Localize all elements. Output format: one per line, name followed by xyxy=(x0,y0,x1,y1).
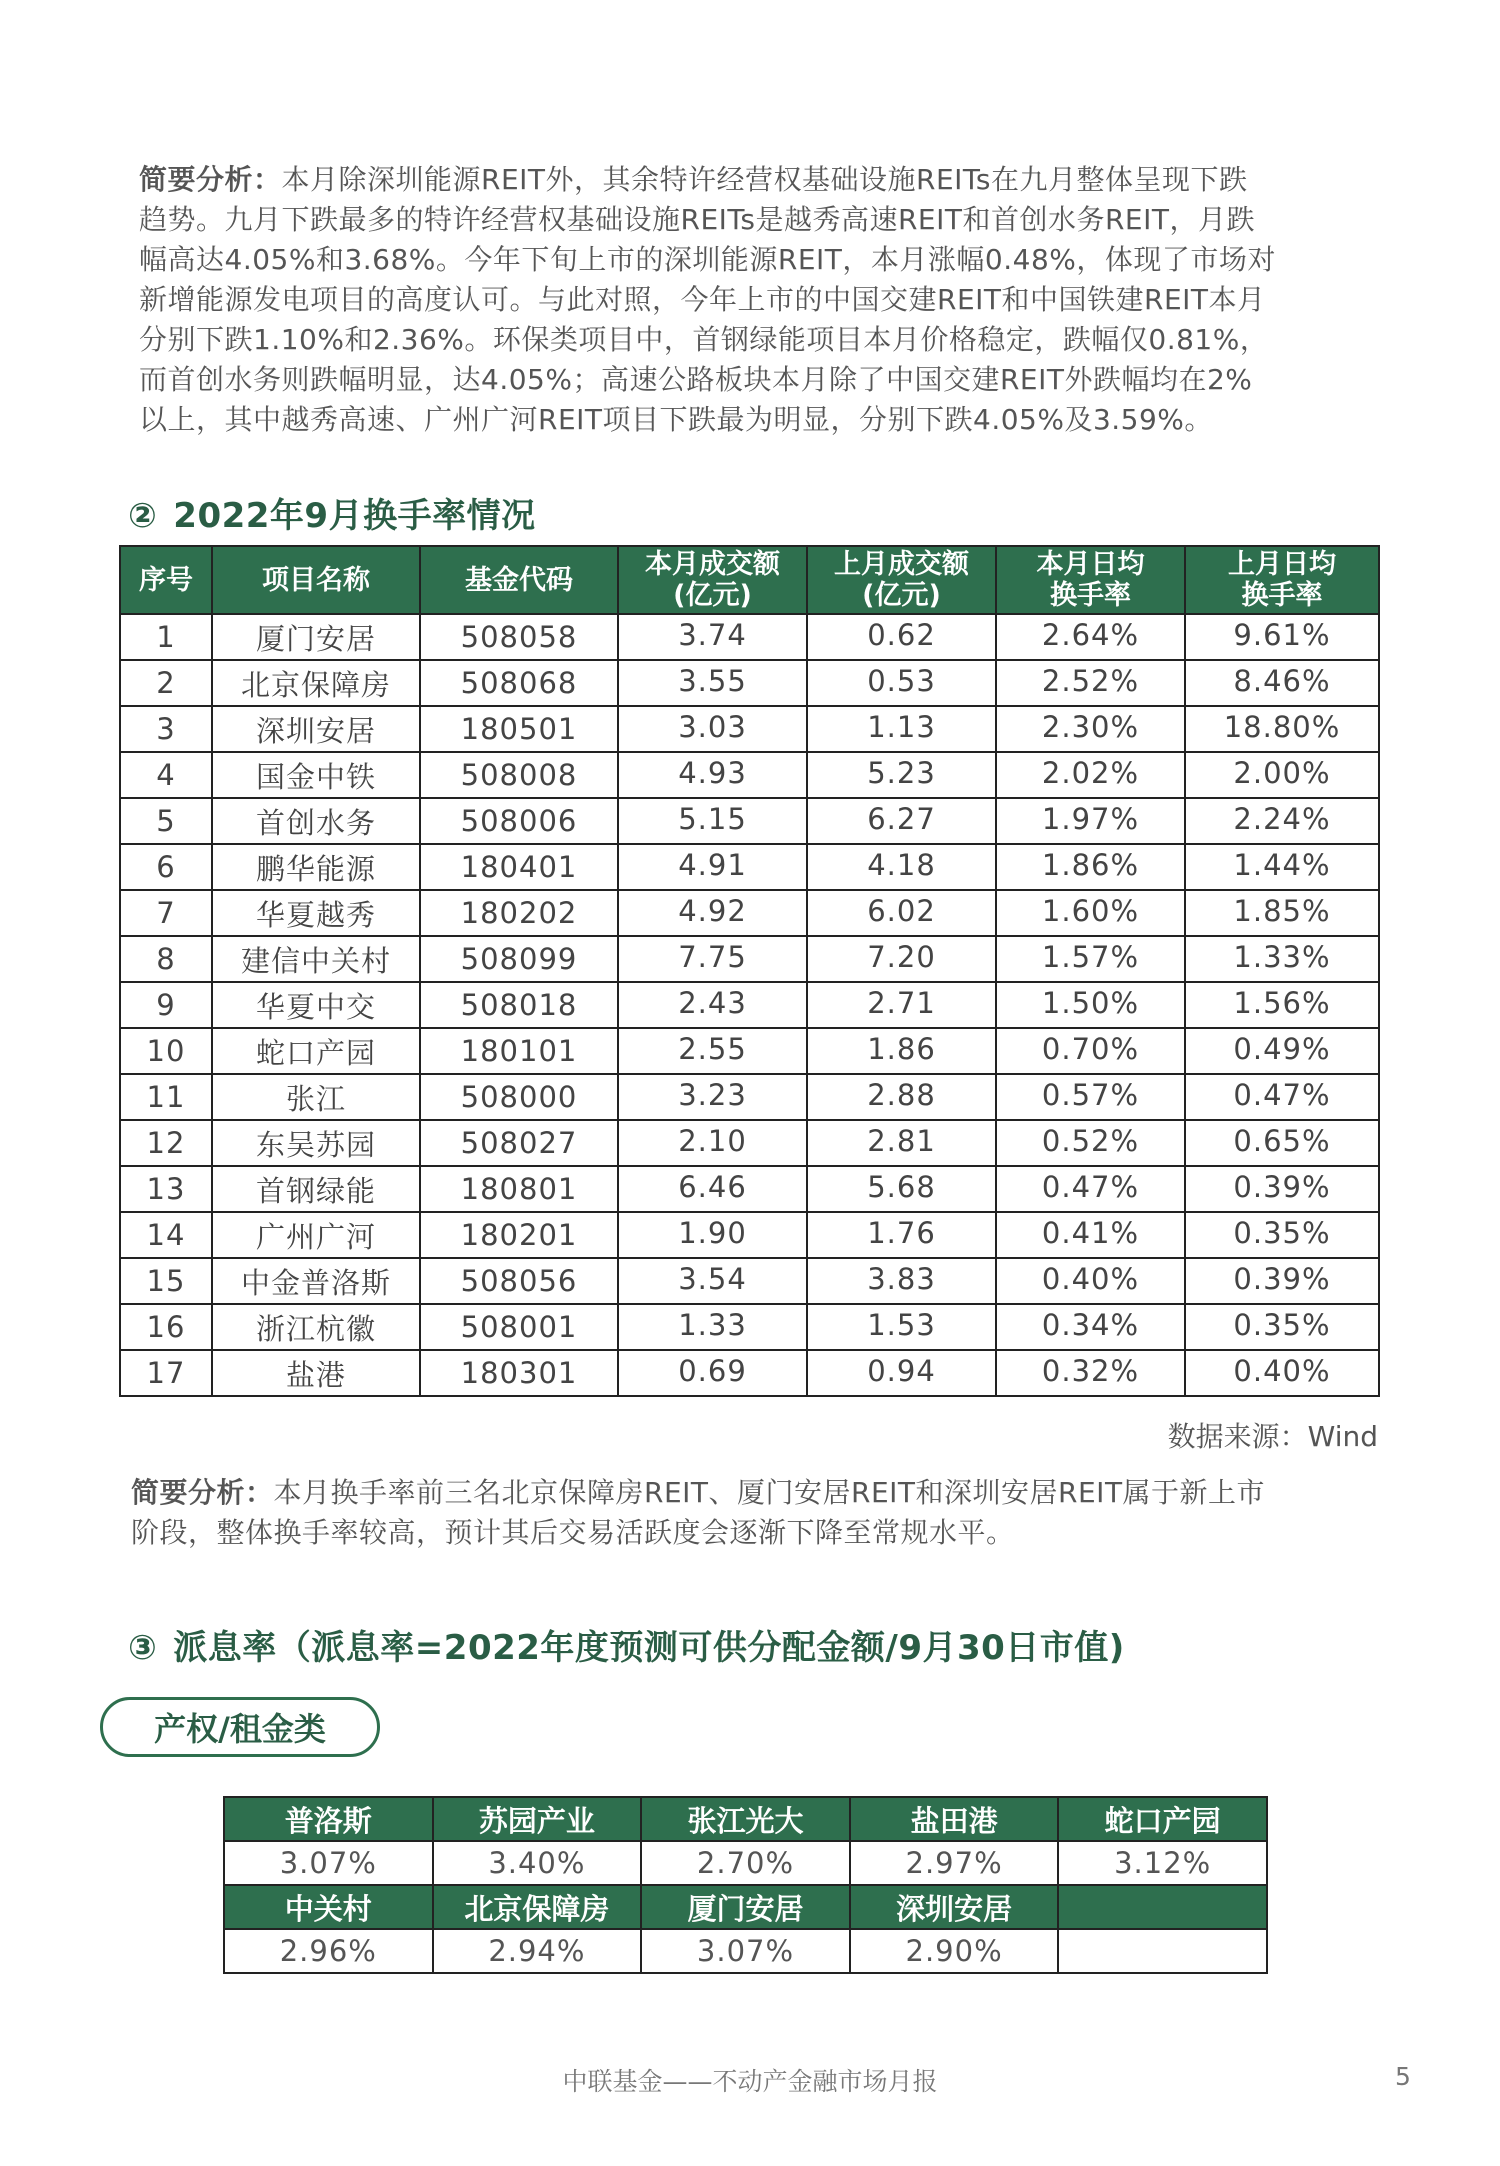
fund-code-cell: 508006 xyxy=(420,798,618,844)
project-name-cell: 国金中铁 xyxy=(212,752,420,798)
month-volume-cell: 3.03 xyxy=(618,706,807,752)
last-month-turnover-cell: 0.40% xyxy=(1185,1350,1379,1396)
month-volume-cell: 4.92 xyxy=(618,890,807,936)
last-month-volume-cell: 1.86 xyxy=(807,1028,996,1074)
analysis-line: 趋势。九月下跌最多的特许经营权基础设施REITs是越秀高速REIT和首创水务REIT，月跌 xyxy=(139,203,1255,236)
last-month-turnover-cell: 0.49% xyxy=(1185,1028,1379,1074)
fund-code-cell: 508099 xyxy=(420,936,618,982)
yield-header-cell: 张江光大 xyxy=(641,1797,850,1841)
fund-code-cell: 180401 xyxy=(420,844,618,890)
row-index-cell: 12 xyxy=(120,1120,212,1166)
yield-value-cell: 3.07% xyxy=(224,1841,433,1885)
project-name-cell: 首钢绿能 xyxy=(212,1166,420,1212)
month-volume-cell: 0.69 xyxy=(618,1350,807,1396)
month-volume-cell: 2.10 xyxy=(618,1120,807,1166)
month-turnover-cell: 2.02% xyxy=(996,752,1185,798)
yield-header-cell xyxy=(1058,1885,1267,1929)
page-footer: 中联基金——不动产金融市场月报 xyxy=(562,2067,938,2096)
fund-code-cell: 508008 xyxy=(420,752,618,798)
month-turnover-cell: 1.97% xyxy=(996,798,1185,844)
analysis-line: 本月除深圳能源REIT外，其余特许经营权基础设施REITs在九月整体呈现下跌 xyxy=(281,163,1248,196)
last-month-turnover-cell: 0.35% xyxy=(1185,1212,1379,1258)
row-index-cell: 5 xyxy=(120,798,212,844)
table-row xyxy=(120,614,1379,660)
fund-code-cell: 508018 xyxy=(420,982,618,1028)
month-volume-cell: 1.90 xyxy=(618,1212,807,1258)
month-volume-cell: 2.43 xyxy=(618,982,807,1028)
row-index-cell: 15 xyxy=(120,1258,212,1304)
analysis-line: 新增能源发电项目的高度认可。与此对照，今年上市的中国交建REIT和中国铁建REIT本月 xyxy=(139,283,1266,316)
table-row xyxy=(120,1212,1379,1258)
header-project-name: 项目名称 xyxy=(212,546,420,614)
header-index: 序号 xyxy=(120,546,212,614)
month-turnover-cell: 0.40% xyxy=(996,1258,1185,1304)
table-row xyxy=(120,752,1379,798)
fund-code-cell: 180501 xyxy=(420,706,618,752)
row-index-cell: 17 xyxy=(120,1350,212,1396)
last-month-volume-cell: 1.53 xyxy=(807,1304,996,1350)
analysis-lead: 简要分析： xyxy=(131,1476,274,1509)
last-month-volume-cell: 5.23 xyxy=(807,752,996,798)
month-turnover-cell: 0.32% xyxy=(996,1350,1185,1396)
project-name-cell: 深圳安居 xyxy=(212,706,420,752)
last-month-volume-cell: 0.94 xyxy=(807,1350,996,1396)
last-month-turnover-cell: 2.00% xyxy=(1185,752,1379,798)
yield-header-cell: 盐田港 xyxy=(850,1797,1059,1841)
month-volume-cell: 3.55 xyxy=(618,660,807,706)
analysis-line: 而首创水务则跌幅明显，达4.05%；高速公路板块本月除了中国交建REIT外跌幅均在2% xyxy=(139,363,1253,396)
table-row xyxy=(120,1166,1379,1212)
yield-value-cell: 3.12% xyxy=(1058,1841,1267,1885)
header-last-month-volume: 上月成交额 (亿元) xyxy=(807,546,996,614)
row-index-cell: 7 xyxy=(120,890,212,936)
table-row xyxy=(120,1120,1379,1166)
month-turnover-cell: 0.47% xyxy=(996,1166,1185,1212)
yield-header-cell: 深圳安居 xyxy=(850,1885,1059,1929)
table-row xyxy=(120,936,1379,982)
table-row xyxy=(120,844,1379,890)
last-month-turnover-cell: 18.80% xyxy=(1185,706,1379,752)
yield-value-cell: 3.07% xyxy=(641,1929,850,1973)
project-name-cell: 北京保障房 xyxy=(212,660,420,706)
table-row xyxy=(120,890,1379,936)
row-index-cell: 6 xyxy=(120,844,212,890)
fund-code-cell: 508068 xyxy=(420,660,618,706)
header-month-turnover: 本月日均 换手率 xyxy=(996,546,1185,614)
yield-value-cell: 2.97% xyxy=(850,1841,1059,1885)
table-row xyxy=(120,1074,1379,1120)
fund-code-cell: 508056 xyxy=(420,1258,618,1304)
month-turnover-cell: 2.30% xyxy=(996,706,1185,752)
fund-code-cell: 180301 xyxy=(420,1350,618,1396)
table-row xyxy=(120,1350,1379,1396)
month-turnover-cell: 2.64% xyxy=(996,614,1185,660)
analysis-line: 本月换手率前三名北京保障房REIT、厦门安居REIT和深圳安居REIT属于新上市 xyxy=(273,1476,1266,1509)
last-month-turnover-cell: 9.61% xyxy=(1185,614,1379,660)
last-month-turnover-cell: 1.85% xyxy=(1185,890,1379,936)
month-turnover-cell: 2.52% xyxy=(996,660,1185,706)
fund-code-cell: 508000 xyxy=(420,1074,618,1120)
turnover-table xyxy=(119,545,1380,1397)
yield-value-cell: 2.70% xyxy=(641,1841,850,1885)
project-name-cell: 蛇口产园 xyxy=(212,1028,420,1074)
last-month-volume-cell: 0.62 xyxy=(807,614,996,660)
last-month-volume-cell: 5.68 xyxy=(807,1166,996,1212)
project-name-cell: 浙江杭徽 xyxy=(212,1304,420,1350)
yield-value-cell: 2.90% xyxy=(850,1929,1059,1973)
last-month-volume-cell: 6.27 xyxy=(807,798,996,844)
month-volume-cell: 3.54 xyxy=(618,1258,807,1304)
last-month-turnover-cell: 1.33% xyxy=(1185,936,1379,982)
project-name-cell: 鹏华能源 xyxy=(212,844,420,890)
data-source: 数据来源：Wind xyxy=(1167,1420,1378,1453)
yield-value-cell: 2.94% xyxy=(433,1929,642,1973)
last-month-volume-cell: 2.81 xyxy=(807,1120,996,1166)
yield-value-cell: 2.96% xyxy=(224,1929,433,1973)
month-turnover-cell: 0.57% xyxy=(996,1074,1185,1120)
month-volume-cell: 5.15 xyxy=(618,798,807,844)
month-volume-cell: 3.74 xyxy=(618,614,807,660)
fund-code-cell: 180201 xyxy=(420,1212,618,1258)
table-row xyxy=(120,660,1379,706)
month-volume-cell: 6.46 xyxy=(618,1166,807,1212)
last-month-volume-cell: 6.02 xyxy=(807,890,996,936)
section-number: ③ xyxy=(128,1628,158,1668)
header-last-month-turnover: 上月日均 换手率 xyxy=(1185,546,1379,614)
section-number: ② xyxy=(128,496,158,536)
project-name-cell: 盐港 xyxy=(212,1350,420,1396)
project-name-cell: 华夏越秀 xyxy=(212,890,420,936)
table-row xyxy=(120,1028,1379,1074)
month-turnover-cell: 0.34% xyxy=(996,1304,1185,1350)
row-index-cell: 4 xyxy=(120,752,212,798)
month-turnover-cell: 1.50% xyxy=(996,982,1185,1028)
month-volume-cell: 1.33 xyxy=(618,1304,807,1350)
page-number: 5 xyxy=(1395,2062,1411,2091)
month-volume-cell: 4.91 xyxy=(618,844,807,890)
row-index-cell: 13 xyxy=(120,1166,212,1212)
section-heading-yield xyxy=(128,1620,1125,1669)
table-row xyxy=(120,706,1379,752)
row-index-cell: 2 xyxy=(120,660,212,706)
yield-value-cell xyxy=(1058,1929,1267,1973)
month-turnover-cell: 0.41% xyxy=(996,1212,1185,1258)
month-turnover-cell: 0.52% xyxy=(996,1120,1185,1166)
fund-code-cell: 180202 xyxy=(420,890,618,936)
section-title: 2022年9月换手率情况 xyxy=(173,496,536,536)
project-name-cell: 华夏中交 xyxy=(212,982,420,1028)
table-header-row xyxy=(120,546,1379,614)
analysis-paragraph-1 xyxy=(139,160,1379,440)
month-turnover-cell: 1.60% xyxy=(996,890,1185,936)
fund-code-cell: 180801 xyxy=(420,1166,618,1212)
fund-code-cell: 180101 xyxy=(420,1028,618,1074)
yield-table xyxy=(223,1796,1268,1974)
last-month-turnover-cell: 0.39% xyxy=(1185,1166,1379,1212)
yield-header-cell: 北京保障房 xyxy=(433,1885,642,1929)
last-month-turnover-cell: 2.24% xyxy=(1185,798,1379,844)
yield-value-cell: 3.40% xyxy=(433,1841,642,1885)
last-month-volume-cell: 2.88 xyxy=(807,1074,996,1120)
last-month-turnover-cell: 0.35% xyxy=(1185,1304,1379,1350)
yield-header-cell: 蛇口产园 xyxy=(1058,1797,1267,1841)
last-month-turnover-cell: 0.47% xyxy=(1185,1074,1379,1120)
row-index-cell: 14 xyxy=(120,1212,212,1258)
table-row xyxy=(120,1304,1379,1350)
project-name-cell: 建信中关村 xyxy=(212,936,420,982)
yield-header-row xyxy=(224,1885,1267,1929)
month-volume-cell: 4.93 xyxy=(618,752,807,798)
project-name-cell: 广州广河 xyxy=(212,1212,420,1258)
analysis-line: 以上，其中越秀高速、广州广河REIT项目下跌最为明显，分别下跌4.05%及3.59%。 xyxy=(139,403,1213,436)
analysis-line: 幅高达4.05%和3.68%。今年下旬上市的深圳能源REIT，本月涨幅0.48%，体现了市场对 xyxy=(139,243,1276,276)
analysis-line: 阶段，整体换手率较高，预计其后交易活跃度会逐渐下降至常规水平。 xyxy=(131,1516,1015,1549)
yield-header-cell: 厦门安居 xyxy=(641,1885,850,1929)
table-row xyxy=(120,982,1379,1028)
month-volume-cell: 7.75 xyxy=(618,936,807,982)
yield-value-row xyxy=(224,1841,1267,1885)
row-index-cell: 9 xyxy=(120,982,212,1028)
row-index-cell: 3 xyxy=(120,706,212,752)
month-volume-cell: 2.55 xyxy=(618,1028,807,1074)
project-name-cell: 首创水务 xyxy=(212,798,420,844)
header-month-volume: 本月成交额 (亿元) xyxy=(618,546,807,614)
analysis-paragraph-2 xyxy=(131,1473,1371,1553)
section-title: 派息率（派息率=2022年度预测可供分配金额/9月30日市值) xyxy=(173,1628,1125,1668)
fund-code-cell: 508058 xyxy=(420,614,618,660)
category-pill: 产权/租金类 xyxy=(100,1697,380,1757)
last-month-turnover-cell: 8.46% xyxy=(1185,660,1379,706)
last-month-turnover-cell: 1.44% xyxy=(1185,844,1379,890)
fund-code-cell: 508001 xyxy=(420,1304,618,1350)
row-index-cell: 11 xyxy=(120,1074,212,1120)
last-month-turnover-cell: 1.56% xyxy=(1185,982,1379,1028)
last-month-volume-cell: 1.76 xyxy=(807,1212,996,1258)
section-heading-turnover xyxy=(128,488,536,537)
month-turnover-cell: 1.57% xyxy=(996,936,1185,982)
last-month-volume-cell: 0.53 xyxy=(807,660,996,706)
yield-header-cell: 苏园产业 xyxy=(433,1797,642,1841)
table-row xyxy=(120,1258,1379,1304)
project-name-cell: 中金普洛斯 xyxy=(212,1258,420,1304)
last-month-turnover-cell: 0.65% xyxy=(1185,1120,1379,1166)
table-row xyxy=(120,798,1379,844)
month-turnover-cell: 1.86% xyxy=(996,844,1185,890)
header-fund-code: 基金代码 xyxy=(420,546,618,614)
row-index-cell: 1 xyxy=(120,614,212,660)
month-turnover-cell: 0.70% xyxy=(996,1028,1185,1074)
analysis-line: 分别下跌1.10%和2.36%。环保类项目中，首钢绿能项目本月价格稳定，跌幅仅0.81%， xyxy=(139,323,1269,356)
row-index-cell: 10 xyxy=(120,1028,212,1074)
last-month-volume-cell: 1.13 xyxy=(807,706,996,752)
row-index-cell: 8 xyxy=(120,936,212,982)
project-name-cell: 张江 xyxy=(212,1074,420,1120)
project-name-cell: 东吴苏园 xyxy=(212,1120,420,1166)
yield-header-row xyxy=(224,1797,1267,1841)
last-month-volume-cell: 2.71 xyxy=(807,982,996,1028)
yield-header-cell: 普洛斯 xyxy=(224,1797,433,1841)
last-month-volume-cell: 7.20 xyxy=(807,936,996,982)
last-month-volume-cell: 4.18 xyxy=(807,844,996,890)
last-month-volume-cell: 3.83 xyxy=(807,1258,996,1304)
yield-header-cell: 中关村 xyxy=(224,1885,433,1929)
project-name-cell: 厦门安居 xyxy=(212,614,420,660)
analysis-lead: 简要分析： xyxy=(139,163,282,196)
last-month-turnover-cell: 0.39% xyxy=(1185,1258,1379,1304)
month-volume-cell: 3.23 xyxy=(618,1074,807,1120)
fund-code-cell: 508027 xyxy=(420,1120,618,1166)
row-index-cell: 16 xyxy=(120,1304,212,1350)
yield-value-row xyxy=(224,1929,1267,1973)
